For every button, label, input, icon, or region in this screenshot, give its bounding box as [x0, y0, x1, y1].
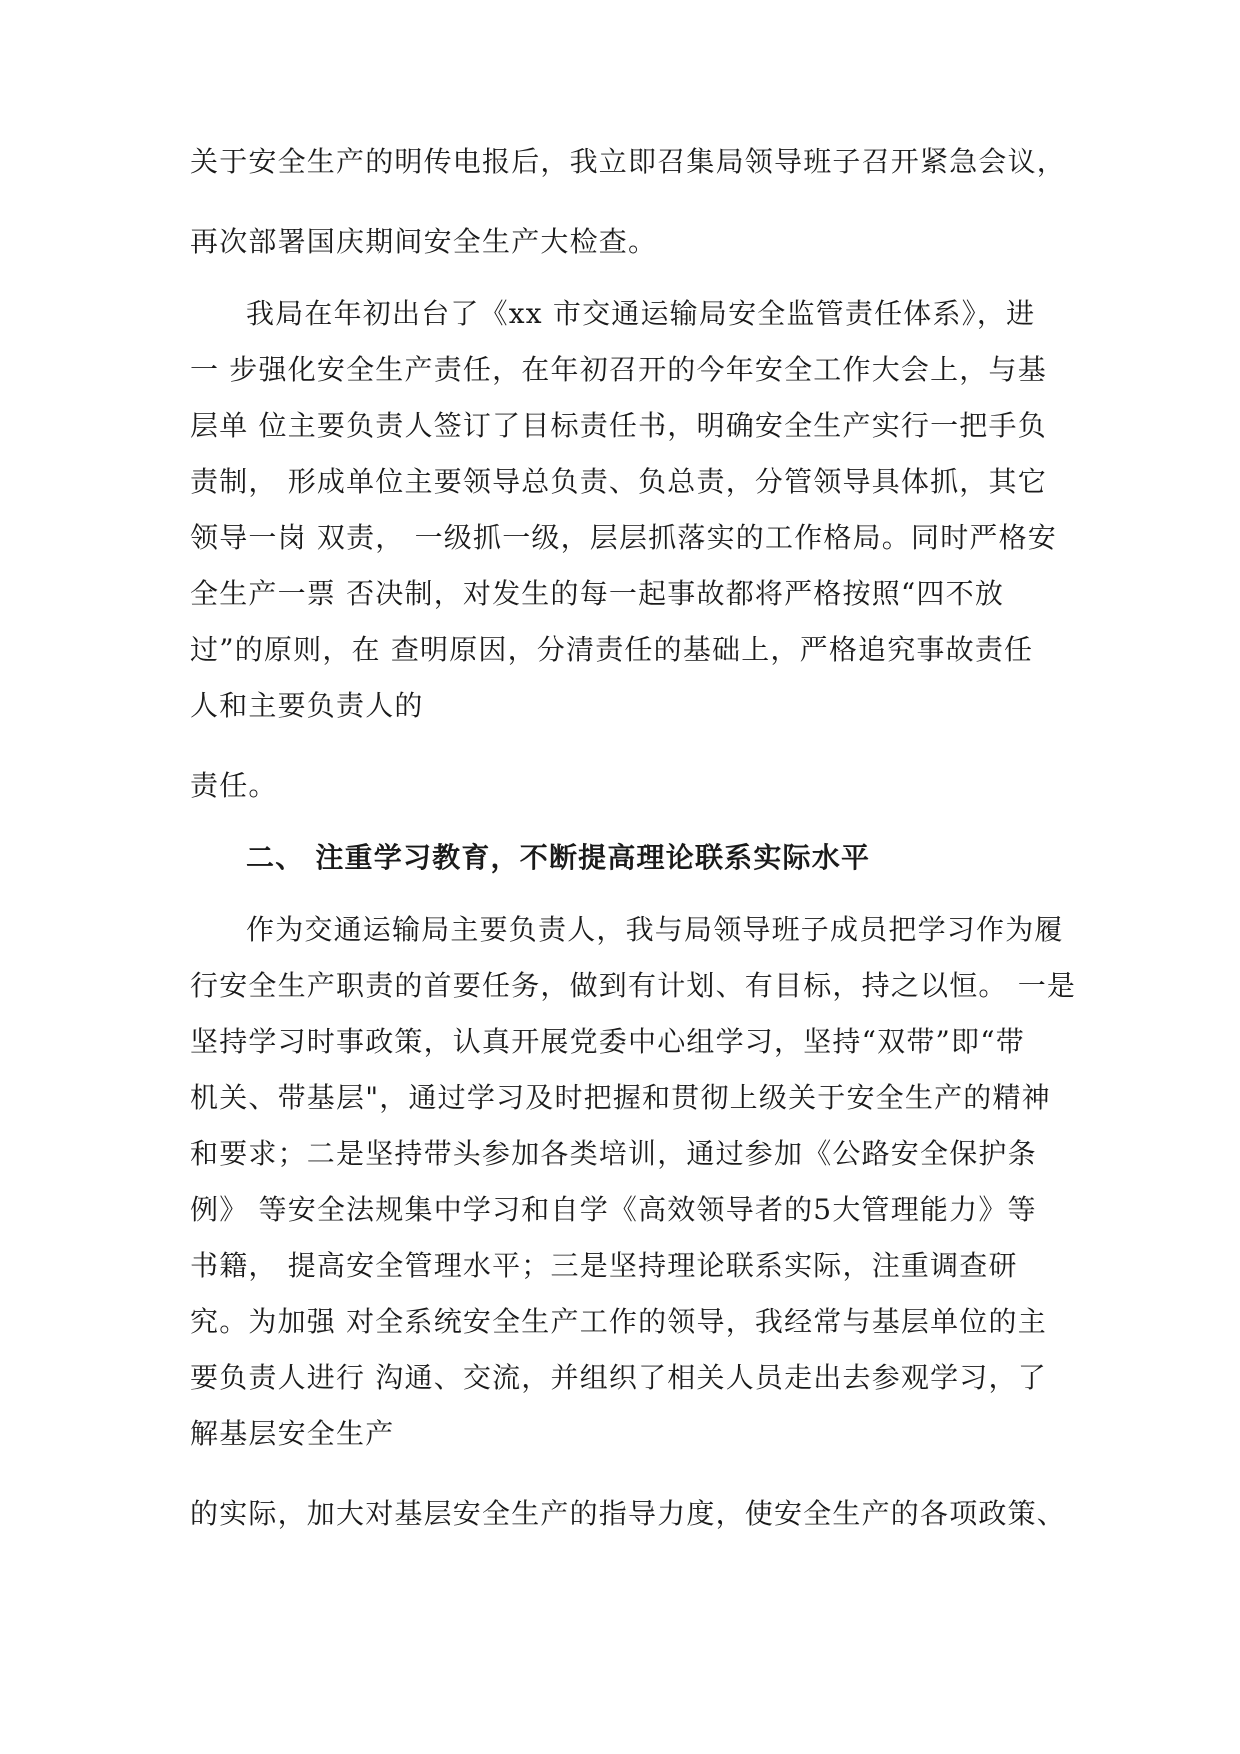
text-line: 的实际，加大对基层安全生产的指导力度，使安全生产的各项政策、 — [190, 1497, 1067, 1530]
text-line: 过”的原则，在 查明原因，分清责任的基础上，严格追究事故责任 — [190, 633, 1034, 666]
text-line: 例》 等安全法规集中学习和自学《高效领导者的5大管理能力》等 — [190, 1193, 1037, 1226]
text-line: 和要求；二是坚持带头参加各类培训，通过参加《公路安全保护条 — [190, 1137, 1037, 1170]
text-line: 解基层安全生产 — [190, 1417, 395, 1450]
text-line: 要负责人进行 沟通、交流，并组织了相关人员走出去参观学习，了 — [190, 1361, 1047, 1394]
paragraph-first-line: 我局在年初出台了《xx 市交通运输局安全监管责任体系》，进 — [246, 297, 1036, 330]
text-line: 层单 位主要负责人签订了目标责任书，明确安全生产实行一把手负 — [190, 409, 1047, 442]
text-line: 行安全生产职责的首要任务，做到有计划、有目标，持之以恒。 一是 — [190, 969, 1077, 1002]
paragraph-first-line: 作为交通运输局主要负责人，我与局领导班子成员把学习作为履 — [246, 913, 1064, 946]
text-line: 责制， 形成单位主要领导总负责、负总责，分管领导具体抓，其它 — [190, 465, 1047, 498]
text-line: 人和主要负责人的 — [190, 689, 424, 722]
text-line: 领导一岗 双责， 一级抓一级，层层抓落实的工作格局。同时严格安 — [190, 521, 1058, 554]
text-line: 书籍， 提高安全管理水平；三是坚持理论联系实际，注重调查研 — [190, 1249, 1018, 1282]
text-line: 关于安全生产的明传电报后，我立即召集局领导班子召开紧急会议， — [190, 145, 1067, 178]
text-line: 再次部署国庆期间安全生产大检查。 — [190, 225, 658, 258]
section-heading: 二、 注重学习教育，不断提高理论联系实际水平 — [246, 841, 871, 874]
text-line: 责任。 — [190, 769, 278, 802]
text-line: 坚持学习时事政策，认真开展党委中心组学习，坚持“双带”即“带 — [190, 1025, 1025, 1058]
text-line: 机关、带基层"，通过学习及时把握和贯彻上级关于安全生产的精神 — [190, 1081, 1051, 1114]
text-line: 全生产一票 否决制，对发生的每一起事故都将严格按照“四不放 — [190, 577, 1005, 610]
text-line: 一 步强化安全生产责任，在年初召开的今年安全工作大会上，与基 — [190, 353, 1047, 386]
text-line: 究。为加强 对全系统安全生产工作的领导，我经常与基层单位的主 — [190, 1305, 1047, 1338]
